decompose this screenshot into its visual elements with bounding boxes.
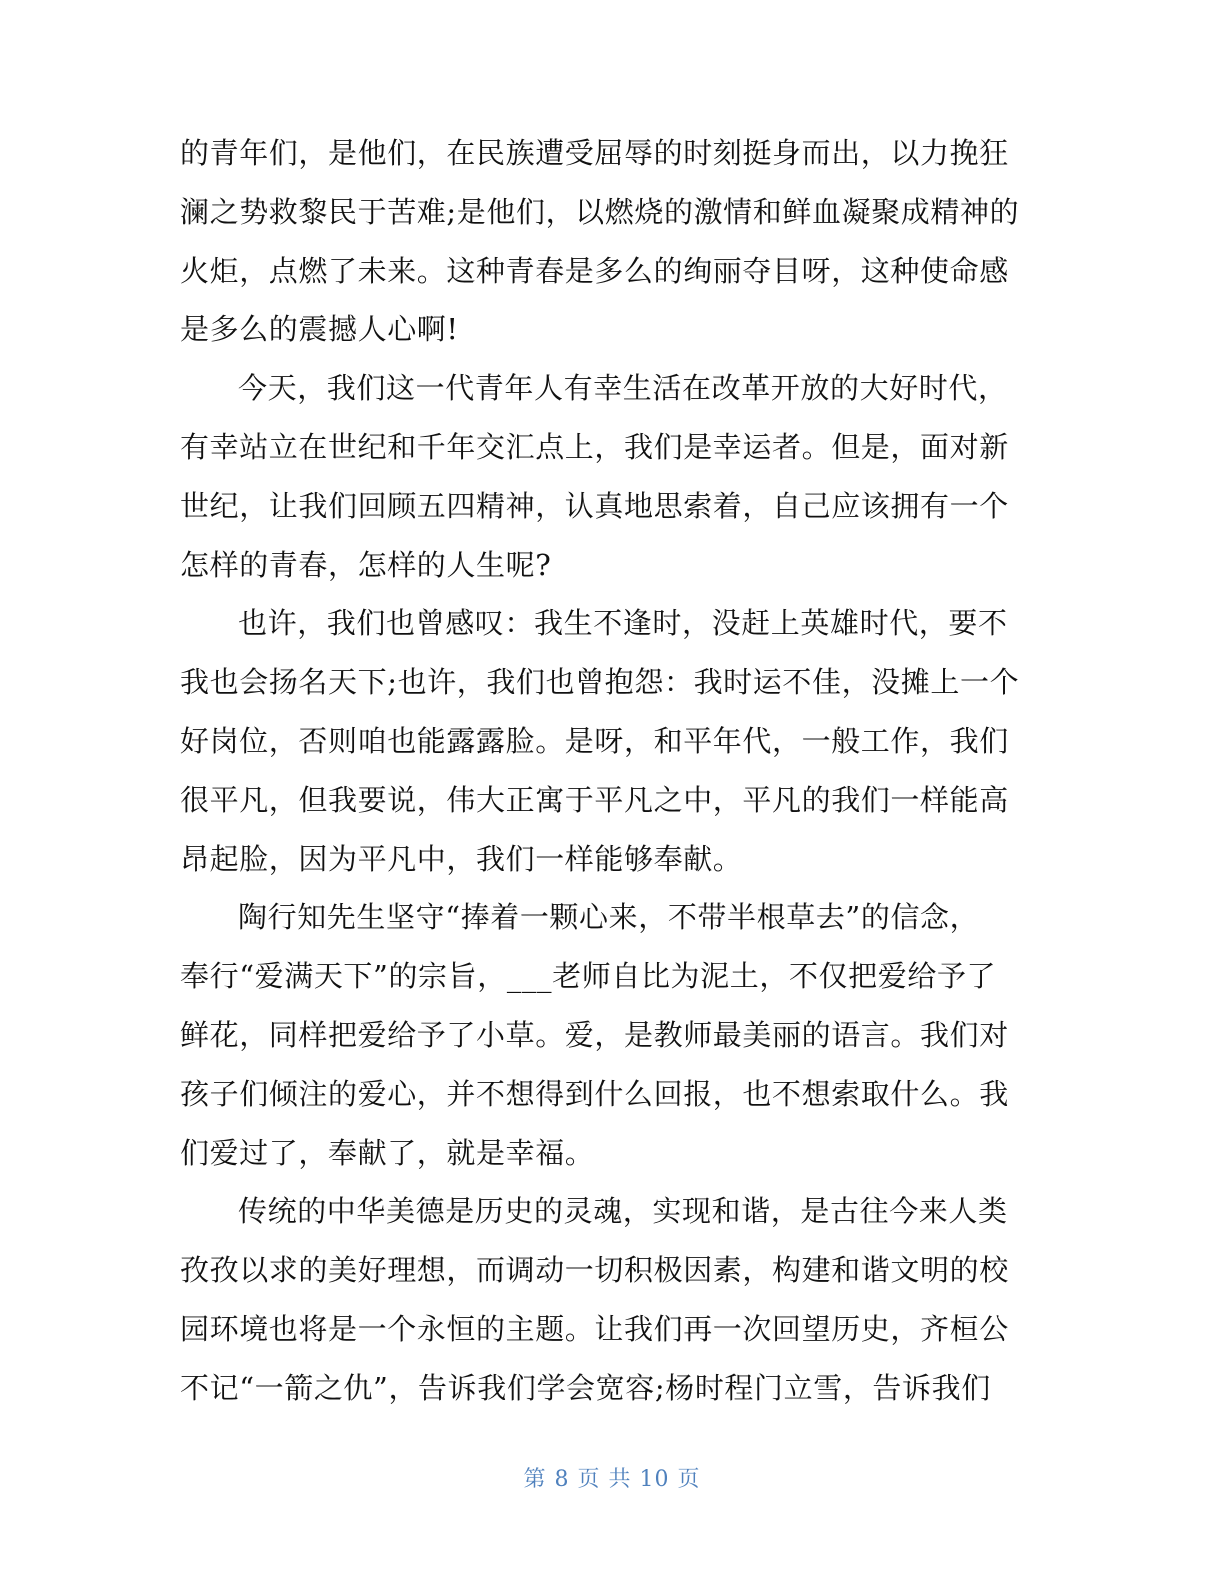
page-footer: 第 8 页 共 10 页 — [523, 1467, 701, 1492]
text-line: 有幸站立在世纪和千年交汇点上，我们是幸运者。但是，面对新 — [180, 429, 1009, 464]
text-line: 今天，我们这一代青年人有幸生活在改革开放的大好时代， — [238, 371, 1008, 406]
text-line: 怎样的青春，怎样的人生呢? — [180, 547, 552, 582]
text-line: 澜之势救黎民于苦难;是他们，以燃烧的激情和鲜血凝聚成精神的 — [180, 194, 1020, 229]
text-line: 也许，我们也曾感叹：我生不逢时，没赶上英雄时代，要不 — [238, 606, 1008, 641]
text-line: 园环境也将是一个永恒的主题。让我们再一次回望历史，齐桓公 — [180, 1311, 1009, 1346]
text-line: 我也会扬名天下;也许，我们也曾抱怨：我时运不佳，没摊上一个 — [180, 665, 1020, 700]
text-line: 火炬，点燃了未来。这种青春是多么的绚丽夺目呀，这种使命感 — [180, 253, 1009, 288]
text-line: 孩子们倾注的爱心，并不想得到什么回报，也不想索取什么。我 — [180, 1076, 1009, 1111]
text-line: 不记“一箭之仇”，告诉我们学会宽容;杨时程门立雪，告诉我们 — [180, 1370, 991, 1405]
text-line: 好岗位，否则咱也能露露脸。是呀，和平年代，一般工作，我们 — [180, 723, 1009, 758]
document-body — [180, 124, 1030, 1418]
text-line: 昂起脸，因为平凡中，我们一样能够奉献。 — [180, 841, 743, 876]
text-line: 们爱过了，奉献了，就是幸福。 — [180, 1135, 595, 1170]
text-line: 奉行“爱满天下”的宗旨，___老师自比为泥土，不仅把爱给予了 — [180, 959, 997, 994]
text-line: 很平凡，但我要说，伟大正寓于平凡之中，平凡的我们一样能高 — [180, 782, 1009, 817]
text-line: 鲜花，同样把爱给予了小草。爱，是教师最美丽的语言。我们对 — [180, 1017, 1009, 1052]
text-line: 的青年们，是他们，在民族遭受屈辱的时刻挺身而出，以力挽狂 — [180, 136, 1009, 170]
text-line: 世纪，让我们回顾五四精神，认真地思索着，自己应该拥有一个 — [180, 488, 1009, 523]
text-line: 是多么的震撼人心啊! — [180, 312, 459, 347]
text-line: 传统的中华美德是历史的灵魂，实现和谐，是古往今来人类 — [238, 1194, 1008, 1229]
text-line: 孜孜以求的美好理想，而调动一切积极因素，构建和谐文明的校 — [180, 1253, 1009, 1288]
text-line: 陶行知先生坚守“捧着一颗心来，不带半根草去”的信念， — [238, 900, 980, 935]
